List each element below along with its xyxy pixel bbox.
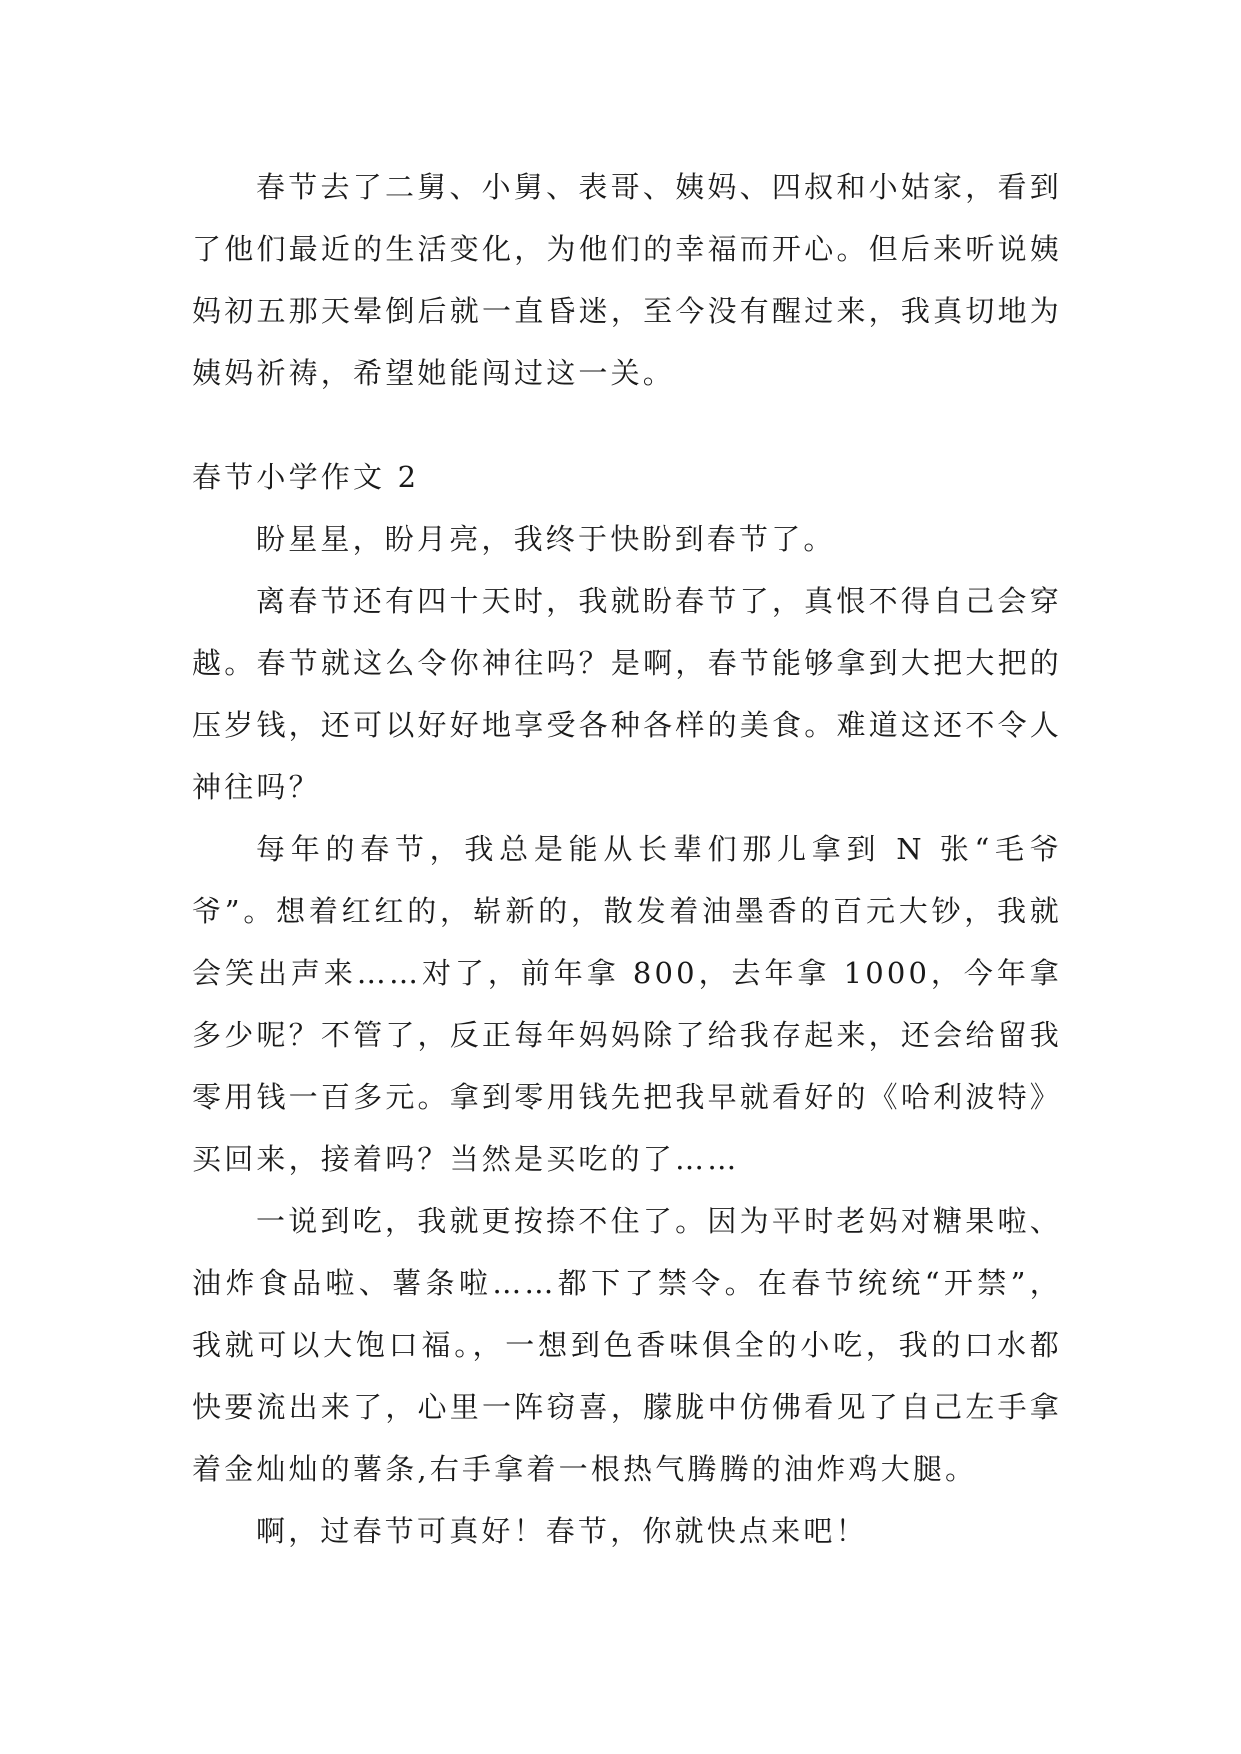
paragraph: 盼星星，盼月亮，我终于快盼到春节了。 xyxy=(256,522,836,556)
essay-section-1 xyxy=(192,156,1062,404)
essay-section-2 xyxy=(192,446,1062,1562)
paragraph: 啊，过春节可真好！春节，你就快点来吧！ xyxy=(256,1514,868,1548)
intro-paragraph: 春节去了二舅、小舅、表哥、姨妈、四叔和小姑家，看到了他们最近的生活变化，为他们的幸福而开心。但后来听说姨妈初五那天晕倒后就一直昏迷，至今没有醒过来，我真切地为姨妈祈祷，希望她能闯过这一关。 xyxy=(192,170,1062,390)
paragraph: 离春节还有四十天时，我就盼春节了，真恨不得自己会穿越。春节就这么令你神往吗？是啊，春节能够拿到大把大把的压岁钱，还可以好好地享受各种各样的美食。难道这还不令人神往吗？ xyxy=(192,584,1062,804)
paragraph: 一说到吃，我就更按捺不住了。因为平时老妈对糖果啦、油炸食品啦、薯条啦……都下了禁令。在春节统统“开禁”，我就可以大饱口福。，一想到色香味俱全的小吃，我的口水都快要流出来了，心里一阵窃喜，朦胧中仿佛看见了自己左手拿着金灿灿的薯条,右手拿着一根热气腾腾的油炸鸡大腿。 xyxy=(192,1204,1062,1486)
section-heading: 春节小学作文 2 xyxy=(192,460,420,494)
paragraph: 每年的春节，我总是能从长辈们那儿拿到 N 张“毛爷爷”。想着红红的，崭新的，散发着油墨香的百元大钞，我就会笑出声来……对了，前年拿 800，去年拿 1000，今年拿多少呢？不管了，反正每年妈妈除了给我存起来，还会给留我零用钱一百多元。拿到零用钱先把我早就看好的《哈利波特》买回来，接着吗？当然是买吃的了…… xyxy=(192,832,1062,1176)
